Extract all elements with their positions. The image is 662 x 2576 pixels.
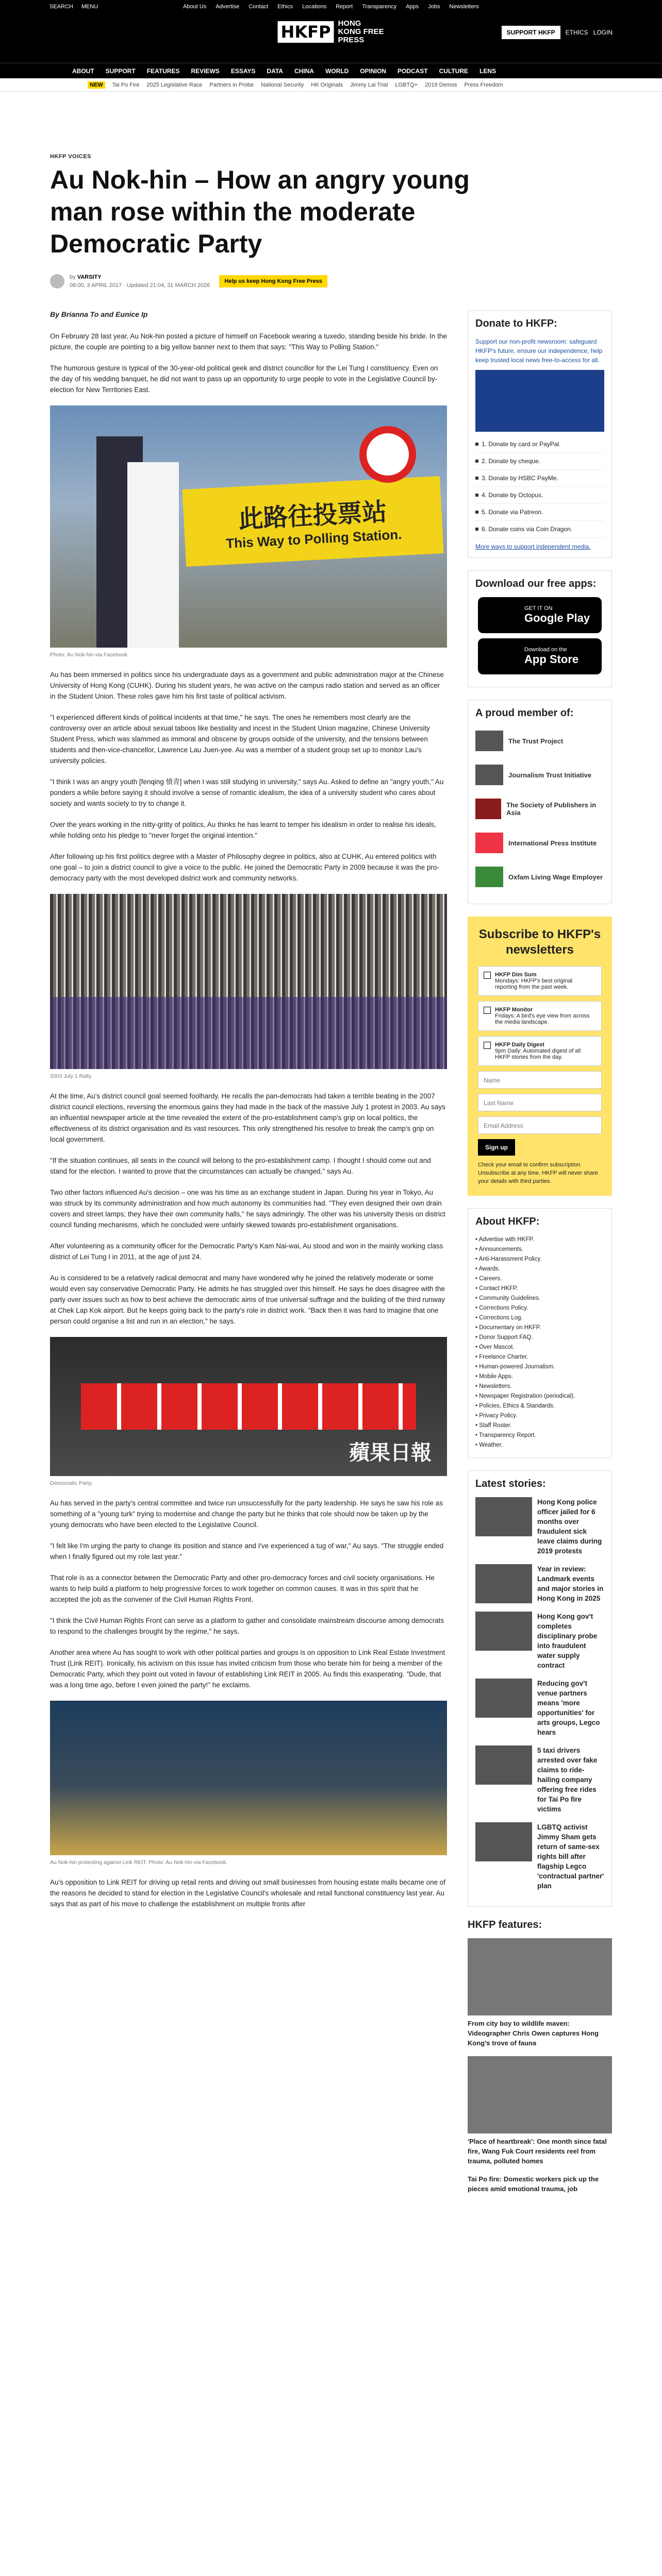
story-item[interactable] (475, 1822, 604, 1891)
nav-item[interactable]: CHINA (294, 67, 314, 75)
about-link[interactable]: • Corrections Log. (475, 1313, 604, 1323)
google-play-small: GET IT ON (524, 605, 553, 612)
about-link[interactable]: • Announcements. (475, 1245, 604, 1255)
donate-option[interactable]: 2. Donate by cheque. (475, 453, 604, 470)
paragraph: "I think I was an angry youth [fenqing 憤青] when I was still studying in university," says Au. Asked to define an "angry youth," Au ponders a while before saying it should involve a sense of romantic idealism, the idea of a university student who cares about society and wants society to try to change it. (50, 778, 444, 807)
no-parking-sign-icon (359, 426, 416, 483)
feature-title[interactable]: 'Place of heartbreak': One month since fatal fire, Wang Fuk Court residents reel from trauma, polluted homes (468, 2138, 607, 2165)
donate-option[interactable]: 1. Donate by card or PayPal. (475, 436, 604, 453)
story-item[interactable] (475, 1679, 604, 1737)
site-header (0, 13, 662, 63)
section-label[interactable]: HKFP VOICES (50, 154, 91, 160)
about-link[interactable]: • Transparency Report. (475, 1431, 604, 1440)
story-item[interactable] (475, 1612, 604, 1670)
nav-item[interactable]: OPINION (360, 67, 386, 75)
nav-item[interactable]: WORLD (325, 67, 349, 75)
about-title: About HKFP: (475, 1216, 540, 1227)
newsletter-box (468, 917, 612, 1196)
nav-item[interactable]: SUPPORT (105, 67, 136, 75)
utility-link[interactable]: About Us (183, 4, 207, 10)
nav-item[interactable]: DATA (267, 67, 283, 75)
ipi-icon (475, 833, 503, 853)
feature-title[interactable]: From city boy to wildlife maven: Videographer Chris Owen captures Hong Kong's trove of fauna (468, 2020, 599, 2047)
member-logo[interactable] (475, 862, 604, 891)
member-name: Journalism Trust Initiative (508, 771, 592, 779)
donate-option[interactable]: 5. Donate via Patreon. (475, 504, 604, 521)
paragraph: Over the years working in the nitty-gritty of politics, Au thinks he has learnt to temper his idealism in order to realise his ideals, while holding onto his pledge to "never forget the original intention." (50, 821, 436, 839)
member-name: Oxfam Living Wage Employer (508, 873, 603, 881)
about-link[interactable]: • Human-powered Journalism. (475, 1362, 604, 1372)
about-link[interactable]: • Newsletters. (475, 1382, 604, 1392)
about-link[interactable]: • Documentary on HKFP. (475, 1323, 604, 1333)
newsletter-option[interactable] (478, 966, 602, 996)
story-thumbnail (475, 1745, 532, 1785)
oxfam-icon (475, 867, 503, 887)
link-reit-protest-photo (50, 1701, 447, 1855)
latest-stories (468, 1470, 612, 1907)
hkfp-logo[interactable] (278, 20, 385, 44)
paragraph: After following up his first politics degree with a Master of Philosophy degree in politics, also at CUHK, Au entered politics with one goal – to join a district council to give a voice to the public. He joined the Democratic Party in 2009 because it was the pro-democracy party with the most developed district work and community networks. (50, 853, 439, 882)
utility-link[interactable]: Jobs (428, 4, 440, 10)
story-thumbnail (475, 1564, 532, 1603)
name-field[interactable]: Name (478, 1071, 602, 1089)
avatar (50, 274, 64, 289)
paragraph: The humorous gesture is typical of the 30-year-old political geek and district councillor for the Lei Tung I constituency. Even on the day of his wedding banquet, he did not want to pass up an opportunity to urge people to vote in the Legislative Council by-election for New Territories East. (50, 364, 438, 394)
utility-link[interactable]: Locations (302, 4, 327, 10)
photo-caption: Photo: Au Nok-hin via Facebook. (50, 652, 129, 658)
about-link[interactable]: • Mobile Apps. (475, 1372, 604, 1382)
paragraph: "I felt like I'm urging the party to change its position and stance and I've experienced a tug of war," Au says. "The struggle ended when I finally figured out my role last year." (50, 1542, 444, 1561)
utility-link[interactable]: Contact (249, 4, 269, 10)
nav-item[interactable]: CULTURE (439, 67, 469, 75)
story-title: Hong Kong police officer jailed for 6 months over fraudulent sick leave claims during 2019 protests (537, 1498, 602, 1555)
signup-button[interactable]: Sign up (478, 1139, 515, 1156)
trending-item[interactable]: Jimmy Lai Trial (350, 81, 388, 88)
member-logo[interactable] (475, 760, 604, 789)
about-link[interactable]: • Advertise with HKFP. (475, 1235, 604, 1245)
option-title: HKFP Dim Sum (495, 972, 537, 978)
app-store-small: Download on the (524, 647, 567, 653)
newsletter-title: Subscribe to HKFP's newsletters (478, 927, 601, 957)
trending-item[interactable]: LGBTQ+ (395, 81, 418, 88)
trending-item[interactable]: Press Freedom (464, 81, 503, 88)
wedding-photo (50, 405, 447, 648)
nav-item[interactable]: FEATURES (146, 67, 180, 75)
paragraph: That role is as a connector between the Democratic Party and other pro-democracy forces and civil society organisations. He wants to help build a platform to help progressive forces to work together on common causes. It was in this spirit that he accepted the job as the convener of the Civil Human Rights Front. (50, 1574, 435, 1603)
apps-title: Download our free apps: (475, 578, 597, 589)
last-name-field[interactable]: Last Name (478, 1094, 602, 1111)
paragraph: "I think the Civil Human Rights Front can serve as a platform to gather and consolidate mainstream discourse among democrats to respond to the challenges brought by the regime," he says. (50, 1617, 444, 1635)
paragraph: "If the situation continues, all seats in the council will belong to the pro-establishment camp. I thought I should come out and stand for the election. I wanted to prove that the circumstances can actually be changed," says Au. (50, 1157, 431, 1175)
option-desc: 9pm Daily: Automated digest of all HKFP stories from the day. (495, 1048, 581, 1060)
donate-banner (475, 370, 604, 432)
login-link[interactable]: LOGIN (593, 29, 613, 36)
option-desc: Fridays: A bird's eye view from across the media landscape. (495, 1013, 590, 1025)
story-title: Hong Kong gov't completes disciplinary probe into fraudulent water supply contract (537, 1613, 598, 1669)
trending-item[interactable]: 2025 Legislative Race (146, 81, 203, 88)
search-link[interactable]: SEARCH (49, 4, 73, 10)
about-link[interactable]: • Careers. (475, 1274, 604, 1284)
story-item[interactable] (475, 1745, 604, 1814)
feature-title[interactable]: Tai Po fire: Domestic workers pick up the pieces amid emotional trauma, job (468, 2175, 599, 2193)
nav-item[interactable]: ESSAYS (230, 67, 256, 75)
about-link[interactable]: • Privacy Policy. (475, 1411, 604, 1421)
trending-item[interactable]: Tai Po Fire (112, 81, 140, 88)
newsletter-note: Check your email to confirm subscription. Unsubscribe at any time. HKFP will never share your details with third parties. (478, 1162, 598, 1184)
nav-item[interactable]: REVIEWS (191, 67, 220, 75)
logo-text: HONG KONG FREE PRESS (338, 19, 384, 44)
members-box (468, 700, 612, 904)
paragraph: "I experienced different kinds of political incidents at that time," he says. The ones he remembers most clearly are the controversy over an article about sexual taboos like bestiality and incest in the Student Union magazine, Chinese University Student Press, which was slammed as immoral and obscene by groups outside of the university, and the tensions between students and then-vice-chancellor, Lawrence Lau Juen-yee. Au was a member of a student group set up to monitor Lau's university policies. (50, 714, 430, 765)
ethics-link[interactable]: ETHICS (565, 29, 588, 36)
democratic-party-photo (50, 1337, 447, 1476)
about-link[interactable]: • Newspaper Registration (periodical). (475, 1392, 604, 1401)
story-title: LGBTQ activist Jimmy Sham gets return of same-sex rights bill after flagship Legco 'contractual partner' plan (537, 1823, 604, 1890)
email-field[interactable]: Email Address (478, 1116, 602, 1134)
paragraph: Au has served in the party's central committee and twice run unsuccessfully for the party leadership. He says he saw his role as something of a "young turk" trying to modernise and change the party but he thinks that role should now be taken up by the young democrats who have been elected to the Legislative Council. (50, 1499, 443, 1529)
utility-link[interactable]: Apps (406, 4, 419, 10)
about-link[interactable]: • Freelance Charter. (475, 1352, 604, 1362)
paragraph: At the time, Au's district council goal seemed foolhardy. He recalls the pan-democrats had taken a terrible beating in the 2007 district council elections, reversing the enormous gains they had made in the back of the massive July 1 protest in 2003. Au says an influential newspaper article at the time revealed the extent of the pro-establishment camp's grip on local politics, the effectiveness of its district organisation and its vast resources. This only strengthened his resolve to break the camp's grip on local government. (50, 1092, 445, 1143)
trending-item[interactable]: HK Originals (311, 81, 343, 88)
article-title: Au Nok-hin – How an angry young man rose within the moderate Democratic Party (50, 165, 470, 258)
rally-photo (50, 894, 447, 1069)
utility-bar (0, 0, 662, 13)
paragraph: Au has been immersed in politics since his undergraduate days as a government and public administration major at the Chinese University of Hong Kong (CUHK). During his student years, he was active on the campus radio station and served as an officer in the Student Union. These roles gave him his first taste of political activism. (50, 671, 444, 700)
about-link[interactable]: • Anti-Harassment Policy. (475, 1255, 604, 1264)
support-button[interactable]: SUPPORT HKFP (502, 26, 560, 39)
about-link[interactable]: • Awards. (475, 1264, 604, 1274)
photo-caption: Au Nok-hin protesting against Link REIT. Photo: Au Nok-hin via Facebook. (50, 1859, 228, 1866)
trust-project-icon (475, 731, 503, 751)
photo-caption: Democratic Party. (50, 1480, 93, 1486)
paragraph: Au is considered to be a relatively radical democrat and many have wondered why he joined the relatively moderate or some would even say conservative Democratic Party. He admits he has struggled over this himself. He says he does disagree with the party over issues such as how to best achieve the democratic aims of true universal suffrage and the building of the third runway at Chek Lap Kok airport. But he keeps going back to the party's role in district work. "Back then it was hard to imagine that one person could organise a list and run in an election," he says. (50, 1274, 445, 1325)
trending-item[interactable]: 2019 Demos (425, 81, 457, 88)
story-item[interactable] (475, 1564, 604, 1603)
member-name: The Society of Publishers in Asia (506, 801, 597, 817)
about-box (468, 1208, 612, 1458)
trending-bar (0, 78, 662, 92)
article-authors: By Brianna To and Eunice Ip (50, 310, 148, 318)
main-nav (0, 63, 662, 78)
utility-link[interactable]: Transparency (362, 4, 397, 10)
features-title: HKFP features: (468, 1919, 542, 1930)
utility-link[interactable]: Newsletters (449, 4, 479, 10)
features-box (468, 1919, 612, 2194)
utility-link[interactable]: Advertise (216, 4, 240, 10)
photo-caption: 2003 July 1 Rally. (50, 1073, 93, 1079)
paragraph: After volunteering as a community officer for the Democratic Party's Kam Nai-wai, Au stood and won in the mainly working class district of Lei Tung I in 2011, at the age of just 24. (50, 1242, 443, 1261)
member-logo[interactable] (475, 828, 604, 857)
story-thumbnail (475, 1497, 532, 1536)
about-link[interactable]: • Contact HKFP. (475, 1284, 604, 1294)
newsletter-option[interactable] (478, 1036, 602, 1066)
story-thumbnail (475, 1822, 532, 1861)
about-link[interactable]: • Staff Roster. (475, 1421, 604, 1431)
bride-figure (127, 462, 179, 648)
updated-date: Updated 21:04, 31 MARCH 2026 (126, 282, 210, 289)
donate-title: Donate to HKFP: (475, 318, 557, 329)
story-item[interactable] (475, 1497, 604, 1556)
paragraph: Au's opposition to Link REIT for driving up retail rents and driving out small businesses from housing estate malls became one of the reasons he decided to stand for election in the Legislative Council's wholesale and retail functional constituency last year. Au says that as part of his move to challenge the establishment on multiple fronts after (50, 1878, 445, 1908)
jti-icon (475, 765, 503, 785)
checkbox[interactable] (484, 972, 491, 979)
option-title: HKFP Daily Digest (495, 1042, 544, 1048)
about-link[interactable]: • Over Mascot. (475, 1343, 604, 1352)
trending-item[interactable]: National Security (261, 81, 304, 88)
byline: by VARSITY 08:00, 3 APRIL 2017 · Updated 21:04, 31 MARCH 2026 Help us keep Hong Kong Free Press (50, 273, 612, 290)
donate-text: Support our non-profit newsroom: safeguard HKFP's future, ensure our independence, help keep trusted local news free-to-access for all. (475, 338, 603, 364)
app-store-button[interactable] (478, 638, 602, 674)
nav-item[interactable]: ABOUT (72, 67, 94, 75)
option-desc: Mondays: HKFP's best original reporting from the past week. (495, 978, 573, 990)
help-support-button[interactable]: Help us keep Hong Kong Free Press (219, 275, 327, 287)
publish-date: 08:00, 3 APRIL 2017 (70, 282, 122, 289)
sidebar (468, 310, 612, 2206)
apps-box (468, 570, 612, 687)
newspaper-watermark: 蘋果日報 (349, 1441, 432, 1465)
google-play-button[interactable] (478, 597, 602, 633)
member-logo[interactable] (475, 726, 604, 755)
menu-link[interactable]: MENU (81, 4, 98, 10)
latest-title: Latest stories: (475, 1478, 546, 1489)
donate-box (468, 310, 612, 558)
nav-item[interactable]: PODCAST (397, 67, 428, 75)
about-link[interactable]: • Weather. (475, 1440, 604, 1450)
paragraph: On February 28 last year, Au Nok-hin posted a picture of himself on Facebook wearing a tuxedo, standing beside his bride. In the picture, the couple are pointing to a big yellow banner next to them that says: "This Way to Polling Station." (50, 332, 447, 351)
about-link[interactable]: • Policies, Ethics & Standards. (475, 1401, 604, 1411)
app-store-label: App Store (524, 653, 579, 666)
trending-item[interactable]: Partners in Probe (209, 81, 254, 88)
banner-english: This Way to Polling Station. (225, 527, 403, 551)
member-logo[interactable] (475, 794, 604, 823)
trending-label: NEW (88, 81, 105, 89)
about-link[interactable]: • Donor Support FAQ. (475, 1333, 604, 1343)
donate-option[interactable]: 4. Donate by Octopus. (475, 487, 604, 504)
newsletter-option[interactable] (478, 1001, 602, 1031)
option-title: HKFP Monitor (495, 1007, 533, 1013)
donate-option[interactable]: 6. Donate coins via Coin Dragon. (475, 521, 604, 538)
members-title: A proud member of: (475, 707, 574, 719)
story-title: 5 taxi drivers arrested over fake claims to ride-hailing company offering free rides for Tai Po fire victims (537, 1747, 598, 1813)
story-thumbnail (475, 1679, 532, 1718)
checkbox[interactable] (484, 1007, 491, 1014)
utility-link[interactable]: Ethics (277, 4, 293, 10)
feature-thumbnail[interactable] (468, 2056, 612, 2133)
feature-thumbnail[interactable] (468, 1938, 612, 2015)
more-ways-link[interactable]: More ways to support independent media. (475, 543, 591, 550)
member-name: International Press Institute (508, 839, 597, 847)
story-title: Reducing gov't venue partners means 'more opportunities' for arts groups, Legco hears (537, 1680, 600, 1736)
paragraph: Two other factors influenced Au's decision – one was his time as an exchange student in Japan. During his year in Tokyo, Au was struck by its community administration and how much autonomy its communities had. "They even designed their own drain covers and street lamps; they have their own community halls," he says admiringly. The other was his university thesis on district council funding mechanisms, which he concluded were unfairly skewed towards pro-establishment organisations. (50, 1189, 445, 1229)
utility-link[interactable]: Report (336, 4, 353, 10)
paragraph: Another area where Au has sought to work with other political parties and groups is on opposition to Link Real Estate Investment Trust (Link REIT). Ironically, his activism on this issue has invited criticism from those who berate him for being a member of the Democratic Party, which they point out voted in favour of establishing Link REIT in 2005. Au finds this exasperating. "Dude, that was a long time ago, before I even joined the party!" he exclaims. (50, 1649, 445, 1689)
story-title: Year in review: Landmark events and major stories in Hong Kong in 2025 (537, 1565, 604, 1602)
story-thumbnail (475, 1612, 532, 1651)
about-link[interactable]: • Community Guidelines. (475, 1294, 604, 1303)
nav-item[interactable]: LENS (479, 67, 496, 75)
article-body (50, 310, 447, 2206)
logo-mark: HKFP (278, 21, 334, 43)
checkbox[interactable] (484, 1042, 491, 1049)
about-link[interactable]: • Corrections Policy. (475, 1303, 604, 1313)
author-link[interactable]: VARSITY (77, 274, 102, 280)
member-name: The Trust Project (508, 737, 564, 745)
google-play-label: Google Play (524, 612, 590, 624)
sopa-icon (475, 799, 501, 819)
donate-option[interactable]: 3. Donate by HSBC PayMe. (475, 470, 604, 487)
banner-chinese: 此路往投票站 (238, 497, 388, 534)
